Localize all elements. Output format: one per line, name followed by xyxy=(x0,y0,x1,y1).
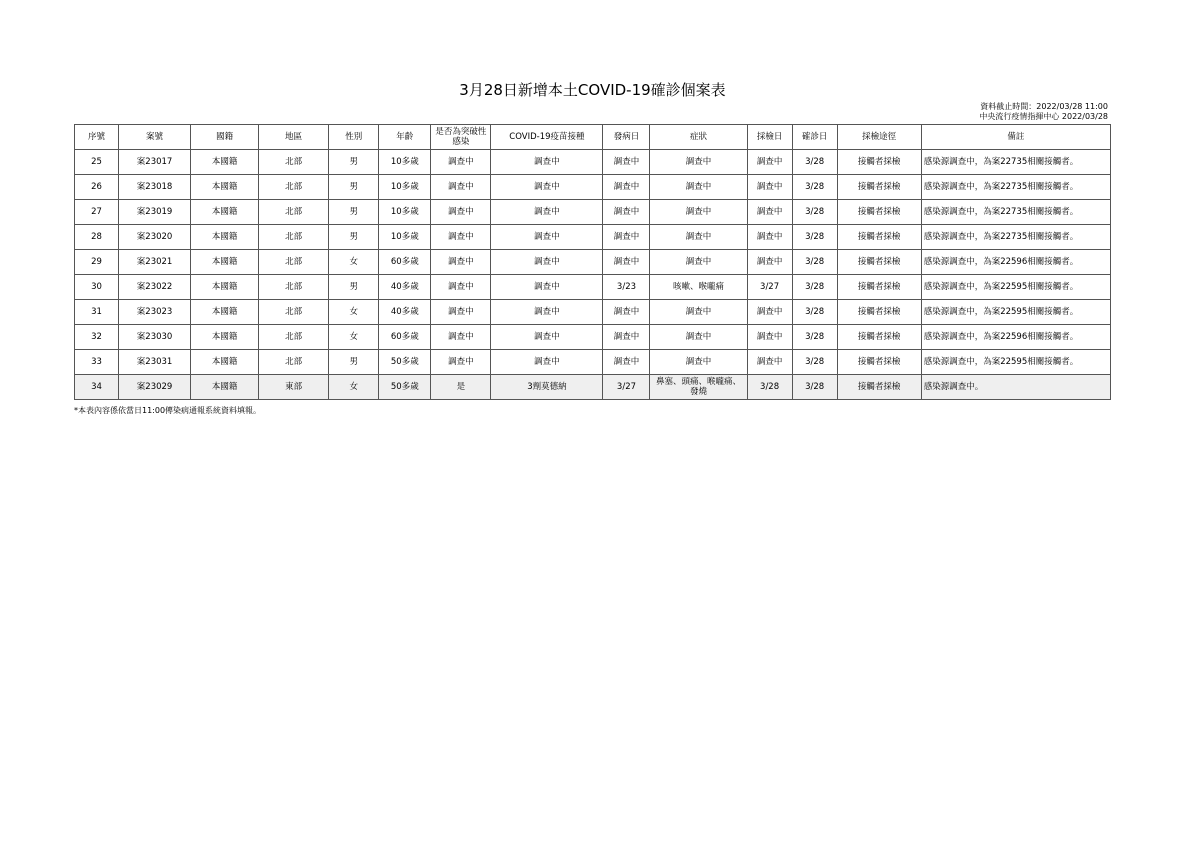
sampling-route-cell: 接觸者採檢 xyxy=(837,300,921,325)
header-cell: 採檢途徑 xyxy=(837,125,921,150)
table-row xyxy=(75,150,1111,175)
nationality-cell: 本國籍 xyxy=(191,250,259,275)
remarks-cell: 感染源調查中，為案22595相關接觸者。 xyxy=(921,350,1110,375)
nationality-cell: 本國籍 xyxy=(191,300,259,325)
nationality-cell: 本國籍 xyxy=(191,350,259,375)
gender-cell: 男 xyxy=(329,150,379,175)
remarks-cell: 感染源調查中，為案22735相關接觸者。 xyxy=(921,150,1110,175)
sampling-date-cell: 調查中 xyxy=(747,200,792,225)
region-cell: 北部 xyxy=(259,275,329,300)
case-number-cell: 案23018 xyxy=(119,175,191,200)
breakthrough-infection-cell: 調查中 xyxy=(431,350,491,375)
vaccination-cell: 調查中 xyxy=(491,275,603,300)
gender-cell: 男 xyxy=(329,275,379,300)
onset-date-cell: 3/27 xyxy=(603,375,650,400)
region-cell: 北部 xyxy=(259,300,329,325)
age-cell: 10多歲 xyxy=(379,150,431,175)
remarks-cell: 感染源調查中，為案22735相關接觸者。 xyxy=(921,225,1110,250)
confirmed-date-cell: 3/28 xyxy=(792,225,837,250)
nationality-cell: 本國籍 xyxy=(191,375,259,400)
onset-date-cell: 3/23 xyxy=(603,275,650,300)
table-row xyxy=(75,200,1111,225)
age-cell: 40多歲 xyxy=(379,275,431,300)
case-number-cell: 案23031 xyxy=(119,350,191,375)
remarks-cell: 感染源調查中，為案22595相關接觸者。 xyxy=(921,275,1110,300)
header-cell: 確診日 xyxy=(792,125,837,150)
header-cell: 發病日 xyxy=(603,125,650,150)
sampling-route-cell: 接觸者採檢 xyxy=(837,350,921,375)
nationality-cell: 本國籍 xyxy=(191,225,259,250)
confirmed-date-cell: 3/28 xyxy=(792,275,837,300)
region-cell: 北部 xyxy=(259,350,329,375)
header-cell: 症狀 xyxy=(650,125,747,150)
breakthrough-infection-cell: 調查中 xyxy=(431,300,491,325)
sampling-date-cell: 3/27 xyxy=(747,275,792,300)
table-row xyxy=(75,275,1111,300)
table-row xyxy=(75,325,1111,350)
symptoms-cell: 調查中 xyxy=(650,250,747,275)
gender-cell: 男 xyxy=(329,175,379,200)
nationality-cell: 本國籍 xyxy=(191,175,259,200)
header-cell: 性別 xyxy=(329,125,379,150)
sampling-route-cell: 接觸者採檢 xyxy=(837,375,921,400)
gender-cell: 男 xyxy=(329,350,379,375)
case-number-cell: 案23021 xyxy=(119,250,191,275)
serial-number-cell: 32 xyxy=(75,325,119,350)
gender-cell: 女 xyxy=(329,325,379,350)
vaccination-cell: 調查中 xyxy=(491,225,603,250)
vaccination-cell: 調查中 xyxy=(491,250,603,275)
serial-number-cell: 25 xyxy=(75,150,119,175)
gender-cell: 女 xyxy=(329,300,379,325)
sampling-date-cell: 調查中 xyxy=(747,150,792,175)
table-row xyxy=(75,300,1111,325)
footnote: *本表內容係依當日11:00傳染病通報系統資料填報。 xyxy=(74,406,262,415)
serial-number-cell: 27 xyxy=(75,200,119,225)
sampling-route-cell: 接觸者採檢 xyxy=(837,325,921,350)
table-row xyxy=(75,225,1111,250)
vaccination-cell: 調查中 xyxy=(491,150,603,175)
region-cell: 北部 xyxy=(259,150,329,175)
case-number-cell: 案23029 xyxy=(119,375,191,400)
case-table xyxy=(74,124,1111,400)
region-cell: 北部 xyxy=(259,325,329,350)
sampling-date-cell: 調查中 xyxy=(747,350,792,375)
table-row xyxy=(75,375,1111,400)
symptoms-cell: 咳嗽、喉嚨痛 xyxy=(650,275,747,300)
onset-date-cell: 調查中 xyxy=(603,350,650,375)
confirmed-date-cell: 3/28 xyxy=(792,175,837,200)
sampling-date-cell: 調查中 xyxy=(747,300,792,325)
sampling-route-cell: 接觸者採檢 xyxy=(837,200,921,225)
breakthrough-infection-cell: 調查中 xyxy=(431,225,491,250)
breakthrough-infection-cell: 調查中 xyxy=(431,175,491,200)
gender-cell: 男 xyxy=(329,200,379,225)
table-row xyxy=(75,350,1111,375)
symptoms-cell: 鼻塞、頭痛、喉嚨痛、發燒 xyxy=(650,375,747,400)
case-number-cell: 案23019 xyxy=(119,200,191,225)
sampling-date-cell: 調查中 xyxy=(747,225,792,250)
case-number-cell: 案23020 xyxy=(119,225,191,250)
confirmed-date-cell: 3/28 xyxy=(792,250,837,275)
breakthrough-infection-cell: 調查中 xyxy=(431,200,491,225)
confirmed-date-cell: 3/28 xyxy=(792,350,837,375)
sampling-route-cell: 接觸者採檢 xyxy=(837,225,921,250)
serial-number-cell: 31 xyxy=(75,300,119,325)
vaccination-cell: 3劑莫德納 xyxy=(491,375,603,400)
sampling-route-cell: 接觸者採檢 xyxy=(837,250,921,275)
region-cell: 東部 xyxy=(259,375,329,400)
sampling-date-cell: 3/28 xyxy=(747,375,792,400)
case-table-body xyxy=(75,150,1111,400)
onset-date-cell: 調查中 xyxy=(603,300,650,325)
case-number-cell: 案23017 xyxy=(119,150,191,175)
age-cell: 10多歲 xyxy=(379,200,431,225)
serial-number-cell: 34 xyxy=(75,375,119,400)
confirmed-date-cell: 3/28 xyxy=(792,325,837,350)
vaccination-cell: 調查中 xyxy=(491,300,603,325)
nationality-cell: 本國籍 xyxy=(191,150,259,175)
page-title: 3月28日新增本土COVID-19確診個案表 xyxy=(459,81,726,99)
symptoms-cell: 調查中 xyxy=(650,225,747,250)
region-cell: 北部 xyxy=(259,250,329,275)
header-cell: 國籍 xyxy=(191,125,259,150)
gender-cell: 女 xyxy=(329,375,379,400)
onset-date-cell: 調查中 xyxy=(603,225,650,250)
case-number-cell: 案23023 xyxy=(119,300,191,325)
confirmed-date-cell: 3/28 xyxy=(792,300,837,325)
onset-date-cell: 調查中 xyxy=(603,325,650,350)
confirmed-date-cell: 3/28 xyxy=(792,200,837,225)
symptoms-cell: 調查中 xyxy=(650,300,747,325)
remarks-cell: 感染源調查中，為案22735相關接觸者。 xyxy=(921,200,1110,225)
sampling-date-cell: 調查中 xyxy=(747,175,792,200)
header-cell: 備註 xyxy=(921,125,1110,150)
symptoms-cell: 調查中 xyxy=(650,325,747,350)
header-cell: 採檢日 xyxy=(747,125,792,150)
header-row xyxy=(75,125,1111,150)
remarks-cell: 感染源調查中。 xyxy=(921,375,1110,400)
gender-cell: 女 xyxy=(329,250,379,275)
region-cell: 北部 xyxy=(259,200,329,225)
vaccination-cell: 調查中 xyxy=(491,325,603,350)
onset-date-cell: 調查中 xyxy=(603,175,650,200)
header-cell: 年齡 xyxy=(379,125,431,150)
case-number-cell: 案23030 xyxy=(119,325,191,350)
serial-number-cell: 28 xyxy=(75,225,119,250)
onset-date-cell: 調查中 xyxy=(603,200,650,225)
sampling-date-cell: 調查中 xyxy=(747,250,792,275)
header-cell: 地區 xyxy=(259,125,329,150)
table-row xyxy=(75,175,1111,200)
age-cell: 40多歲 xyxy=(379,300,431,325)
vaccination-cell: 調查中 xyxy=(491,350,603,375)
vaccination-cell: 調查中 xyxy=(491,175,603,200)
header-cell: 案號 xyxy=(119,125,191,150)
onset-date-cell: 調查中 xyxy=(603,150,650,175)
symptoms-cell: 調查中 xyxy=(650,150,747,175)
table-row xyxy=(75,250,1111,275)
sampling-route-cell: 接觸者採檢 xyxy=(837,175,921,200)
serial-number-cell: 26 xyxy=(75,175,119,200)
serial-number-cell: 33 xyxy=(75,350,119,375)
sampling-route-cell: 接觸者採檢 xyxy=(837,275,921,300)
remarks-cell: 感染源調查中，為案22596相關接觸者。 xyxy=(921,325,1110,350)
serial-number-cell: 29 xyxy=(75,250,119,275)
gender-cell: 男 xyxy=(329,225,379,250)
breakthrough-infection-cell: 調查中 xyxy=(431,325,491,350)
nationality-cell: 本國籍 xyxy=(191,325,259,350)
breakthrough-infection-cell: 是 xyxy=(431,375,491,400)
age-cell: 10多歲 xyxy=(379,225,431,250)
report-meta xyxy=(979,102,1108,122)
serial-number-cell: 30 xyxy=(75,275,119,300)
age-cell: 60多歲 xyxy=(379,325,431,350)
region-cell: 北部 xyxy=(259,175,329,200)
region-cell: 北部 xyxy=(259,225,329,250)
age-cell: 60多歲 xyxy=(379,250,431,275)
remarks-cell: 感染源調查中，為案22595相關接觸者。 xyxy=(921,300,1110,325)
header-cell: COVID-19疫苗接種 xyxy=(491,125,603,150)
sampling-route-cell: 接觸者採檢 xyxy=(837,150,921,175)
age-cell: 50多歲 xyxy=(379,350,431,375)
symptoms-cell: 調查中 xyxy=(650,200,747,225)
data-cutoff-time: 資料截止時間：2022/03/28 11:00 xyxy=(980,102,1108,111)
remarks-cell: 感染源調查中，為案22596相關接觸者。 xyxy=(921,250,1110,275)
remarks-cell: 感染源調查中，為案22735相關接觸者。 xyxy=(921,175,1110,200)
nationality-cell: 本國籍 xyxy=(191,200,259,225)
nationality-cell: 本國籍 xyxy=(191,275,259,300)
breakthrough-infection-cell: 調查中 xyxy=(431,275,491,300)
confirmed-date-cell: 3/28 xyxy=(792,375,837,400)
sampling-date-cell: 調查中 xyxy=(747,325,792,350)
header-cell: 序號 xyxy=(75,125,119,150)
age-cell: 50多歲 xyxy=(379,375,431,400)
vaccination-cell: 調查中 xyxy=(491,200,603,225)
symptoms-cell: 調查中 xyxy=(650,175,747,200)
report-source: 中央流行疫情指揮中心 2022/03/28 xyxy=(979,112,1108,121)
symptoms-cell: 調查中 xyxy=(650,350,747,375)
confirmed-date-cell: 3/28 xyxy=(792,150,837,175)
age-cell: 10多歲 xyxy=(379,175,431,200)
breakthrough-infection-cell: 調查中 xyxy=(431,150,491,175)
case-number-cell: 案23022 xyxy=(119,275,191,300)
breakthrough-infection-cell: 調查中 xyxy=(431,250,491,275)
header-cell: 是否為突破性感染 xyxy=(431,125,491,150)
onset-date-cell: 調查中 xyxy=(603,250,650,275)
